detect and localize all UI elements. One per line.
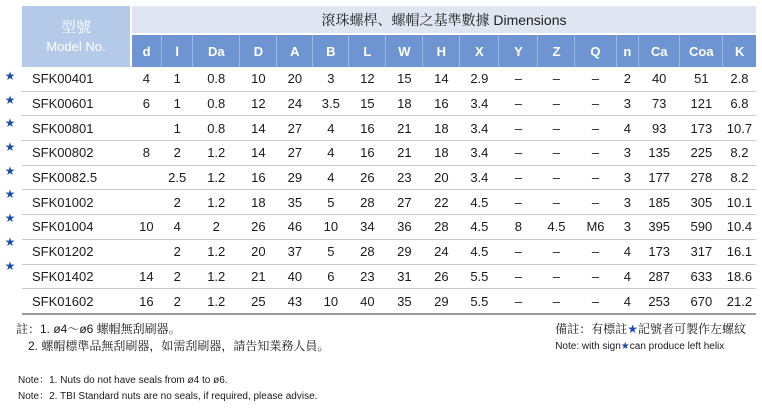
cell-y: – [499,141,538,166]
cell-d-outer: 25 [240,289,277,314]
cell-a: 40 [277,264,313,289]
col-header-x: X [460,34,499,67]
cell-d: 4 [131,67,162,91]
cell-a: 27 [277,141,313,166]
cell-y: – [499,289,538,314]
cell-d: 10 [131,215,162,240]
cell-d [131,190,162,215]
cell-b: 5 [313,239,349,264]
cell-d-outer: 10 [240,67,277,91]
cell-d [131,165,162,190]
cell-k: 10.4 [723,215,756,240]
cell-y: – [499,165,538,190]
cell-ca: 73 [639,91,680,116]
col-header-q: Q [575,34,616,67]
cell-n: 3 [616,91,639,116]
remark-en-after: can produce left helix [629,341,725,352]
col-header-a: A [277,34,313,67]
table-row [22,190,756,215]
cell-k: 18.6 [723,264,756,289]
cell-l-length: 28 [349,190,386,215]
col-header-coa: Coa [680,34,723,67]
col-header-k: K [723,34,756,67]
cell-l-length: 16 [349,116,386,141]
cell-ca: 135 [639,141,680,166]
cell-d: 16 [131,289,162,314]
cell-k: 8.2 [723,165,756,190]
star-icon: ★ [4,211,16,226]
left-helix-remark [555,321,746,355]
cell-x: 2.9 [460,67,499,91]
cell-w: 15 [386,67,423,91]
model-cell: SFK00802 [22,141,131,166]
cell-q: – [575,165,616,190]
star-icon: ★ [4,187,16,202]
cell-x: 5.5 [460,264,499,289]
cell-z: – [538,67,575,91]
table-row [22,215,756,240]
cell-x: 3.4 [460,141,499,166]
cell-w: 23 [386,165,423,190]
cell-l-length: 26 [349,165,386,190]
cell-q: M6 [575,215,616,240]
star-icon: ★ [4,163,16,178]
model-cell: SFK00401 [22,67,131,91]
cell-k: 2.8 [723,67,756,91]
cell-z: – [538,91,575,116]
cell-q: – [575,67,616,91]
cell-h: 18 [423,141,460,166]
col-header-ca: Ca [639,34,680,67]
cell-da: 1.2 [193,165,240,190]
cell-coa: 225 [680,141,723,166]
cell-da: 1.2 [193,190,240,215]
cell-coa: 590 [680,215,723,240]
cell-da: 0.8 [193,91,240,116]
cell-n: 3 [616,190,639,215]
cell-ca: 40 [639,67,680,91]
cell-q: – [575,289,616,314]
col-header-l: l [162,34,193,67]
cell-d: 6 [131,91,162,116]
col-header-da: Da [193,34,240,67]
cell-y: – [499,67,538,91]
col-header-z: Z [538,34,575,67]
cell-z: – [538,141,575,166]
note-zh-2: 2. 螺帽標準品無刮刷器，如需刮刷器，請告知業務人員。 [28,339,330,353]
cell-n: 4 [616,264,639,289]
cell-b: 6 [313,264,349,289]
table-row [22,289,756,314]
cell-z: – [538,190,575,215]
cell-k: 10.7 [723,116,756,141]
cell-da: 0.8 [193,67,240,91]
cell-k: 6.8 [723,91,756,116]
english-notes [18,373,317,405]
model-header [22,6,131,67]
cell-d: 8 [131,141,162,166]
remark-zh [555,321,746,338]
cell-h: 22 [423,190,460,215]
cell-q: – [575,190,616,215]
col-header-n: n [616,34,639,67]
cell-h: 18 [423,116,460,141]
cell-x: 5.5 [460,289,499,314]
column-header-row [22,34,756,67]
cell-l-length: 23 [349,264,386,289]
cell-h: 14 [423,67,460,91]
chinese-notes [16,321,329,355]
cell-k: 16.1 [723,239,756,264]
cell-y: – [499,264,538,289]
cell-y: 8 [499,215,538,240]
star-icon: ★ [620,341,630,352]
cell-x: 3.4 [460,91,499,116]
cell-l-length: 16 [349,141,386,166]
cell-l: 1 [162,91,193,116]
cell-n: 3 [616,141,639,166]
cell-b: 5 [313,190,349,215]
cell-y: – [499,91,538,116]
remark-en-before: Note: with sign [555,341,621,352]
model-cell: SFK01002 [22,190,131,215]
cell-z: – [538,264,575,289]
cell-x: 4.5 [460,215,499,240]
cell-da: 2 [193,215,240,240]
cell-ca: 287 [639,264,680,289]
cell-d-outer: 21 [240,264,277,289]
table-row [22,264,756,289]
cell-w: 18 [386,91,423,116]
cell-n: 3 [616,165,639,190]
star-icon: ★ [4,258,16,273]
cell-x: 3.4 [460,116,499,141]
cell-d-outer: 26 [240,215,277,240]
note-zh-1: 註：1. ø4～ø6 螺帽無刮刷器。 [16,322,181,336]
cell-l: 2 [162,239,193,264]
cell-coa: 121 [680,91,723,116]
cell-a: 46 [277,215,313,240]
model-cell: SFK0082.5 [22,165,131,190]
cell-l-length: 28 [349,239,386,264]
cell-coa: 173 [680,116,723,141]
col-header-y: Y [499,34,538,67]
cell-n: 2 [616,67,639,91]
cell-x: 3.4 [460,165,499,190]
cell-h: 24 [423,239,460,264]
cell-coa: 317 [680,239,723,264]
cell-b: 10 [313,215,349,240]
cell-n: 4 [616,289,639,314]
cell-l-length: 40 [349,289,386,314]
cell-w: 31 [386,264,423,289]
cell-k: 10.1 [723,190,756,215]
cell-h: 28 [423,215,460,240]
cell-coa: 278 [680,165,723,190]
model-cell: SFK01004 [22,215,131,240]
table-row [22,67,756,91]
cell-l: 2 [162,141,193,166]
cell-z: 4.5 [538,215,575,240]
cell-l-length: 34 [349,215,386,240]
cell-ca: 253 [639,289,680,314]
cell-l: 4 [162,215,193,240]
cell-l: 2 [162,264,193,289]
cell-da: 1.2 [193,141,240,166]
cell-x: 4.5 [460,190,499,215]
model-cell: SFK01202 [22,239,131,264]
cell-a: 37 [277,239,313,264]
cell-w: 21 [386,116,423,141]
table-row [22,91,756,116]
cell-l: 1 [162,67,193,91]
table-row [22,116,756,141]
col-header-d-outer: D [240,34,277,67]
cell-d-outer: 18 [240,190,277,215]
cell-w: 36 [386,215,423,240]
model-cell: SFK01602 [22,289,131,314]
dimensions-table [22,6,756,315]
cell-q: – [575,141,616,166]
cell-a: 43 [277,289,313,314]
cell-l: 2.5 [162,165,193,190]
cell-z: – [538,289,575,314]
table-row [22,141,756,166]
cell-d [131,116,162,141]
remark-zh-before: 備註：有標註 [555,322,628,336]
cell-ca: 177 [639,165,680,190]
cell-h: 20 [423,165,460,190]
cell-w: 27 [386,190,423,215]
cell-d-outer: 16 [240,165,277,190]
remark-en [555,338,746,355]
cell-da: 1.2 [193,239,240,264]
model-cell: SFK01402 [22,264,131,289]
cell-l-length: 15 [349,91,386,116]
star-icon: ★ [4,234,16,249]
star-icon: ★ [4,92,16,107]
cell-da: 1.2 [193,264,240,289]
cell-w: 35 [386,289,423,314]
cell-h: 16 [423,91,460,116]
col-header-h: H [423,34,460,67]
star-icon: ★ [627,322,638,336]
model-header-zh: 型號 [60,18,91,36]
cell-y: – [499,190,538,215]
cell-a: 35 [277,190,313,215]
cell-z: – [538,239,575,264]
remark-zh-after: 記號者可製作左螺紋 [637,322,746,336]
cell-b: 3.5 [313,91,349,116]
star-icon: ★ [4,116,16,131]
cell-d-outer: 14 [240,141,277,166]
cell-y: – [499,116,538,141]
cell-ca: 185 [639,190,680,215]
cell-x: 4.5 [460,239,499,264]
table-row [22,239,756,264]
cell-coa: 305 [680,190,723,215]
cell-q: – [575,264,616,289]
cell-ca: 93 [639,116,680,141]
cell-d-outer: 20 [240,239,277,264]
cell-d-outer: 12 [240,91,277,116]
cell-h: 29 [423,289,460,314]
cell-z: – [538,116,575,141]
col-header-w: W [386,34,423,67]
cell-q: – [575,91,616,116]
cell-w: 29 [386,239,423,264]
cell-da: 0.8 [193,116,240,141]
cell-l-length: 12 [349,67,386,91]
cell-b: 3 [313,67,349,91]
cell-l: 2 [162,289,193,314]
cell-d: 14 [131,264,162,289]
cell-n: 4 [616,239,639,264]
col-header-l-length: L [349,34,386,67]
dimensions-title: 滾珠螺桿、螺帽之基準數據 Dimensions [131,6,756,34]
cell-coa: 633 [680,264,723,289]
cell-ca: 395 [639,215,680,240]
cell-b: 10 [313,289,349,314]
cell-l: 2 [162,190,193,215]
cell-d-outer: 14 [240,116,277,141]
star-icon: ★ [4,69,16,83]
left-helix-star-column [3,65,17,302]
note-en-1: Note：1. Nuts do not have seals from ø4 to ø6. [18,375,228,386]
model-cell: SFK00601 [22,91,131,116]
note-en-2: Note：2. TBI Standard nuts are no seals, if required, please advise. [18,391,318,402]
col-header-d: d [131,34,162,67]
cell-a: 27 [277,116,313,141]
cell-y: – [499,239,538,264]
cell-coa: 670 [680,289,723,314]
cell-l: 1 [162,116,193,141]
cell-n: 4 [616,116,639,141]
cell-a: 24 [277,91,313,116]
table-row [22,165,756,190]
cell-d [131,239,162,264]
model-cell: SFK00801 [22,116,131,141]
cell-w: 21 [386,141,423,166]
cell-z: – [538,165,575,190]
cell-b: 4 [313,116,349,141]
cell-q: – [575,116,616,141]
cell-da: 1.2 [193,289,240,314]
cell-a: 20 [277,67,313,91]
cell-coa: 51 [680,67,723,91]
star-icon: ★ [4,140,16,155]
cell-a: 29 [277,165,313,190]
cell-b: 4 [313,165,349,190]
cell-h: 26 [423,264,460,289]
cell-k: 8.2 [723,141,756,166]
cell-k: 21.2 [723,289,756,314]
cell-q: – [575,239,616,264]
cell-n: 3 [616,215,639,240]
col-header-b: B [313,34,349,67]
cell-b: 4 [313,141,349,166]
cell-ca: 173 [639,239,680,264]
model-header-en: Model No. [46,38,106,54]
